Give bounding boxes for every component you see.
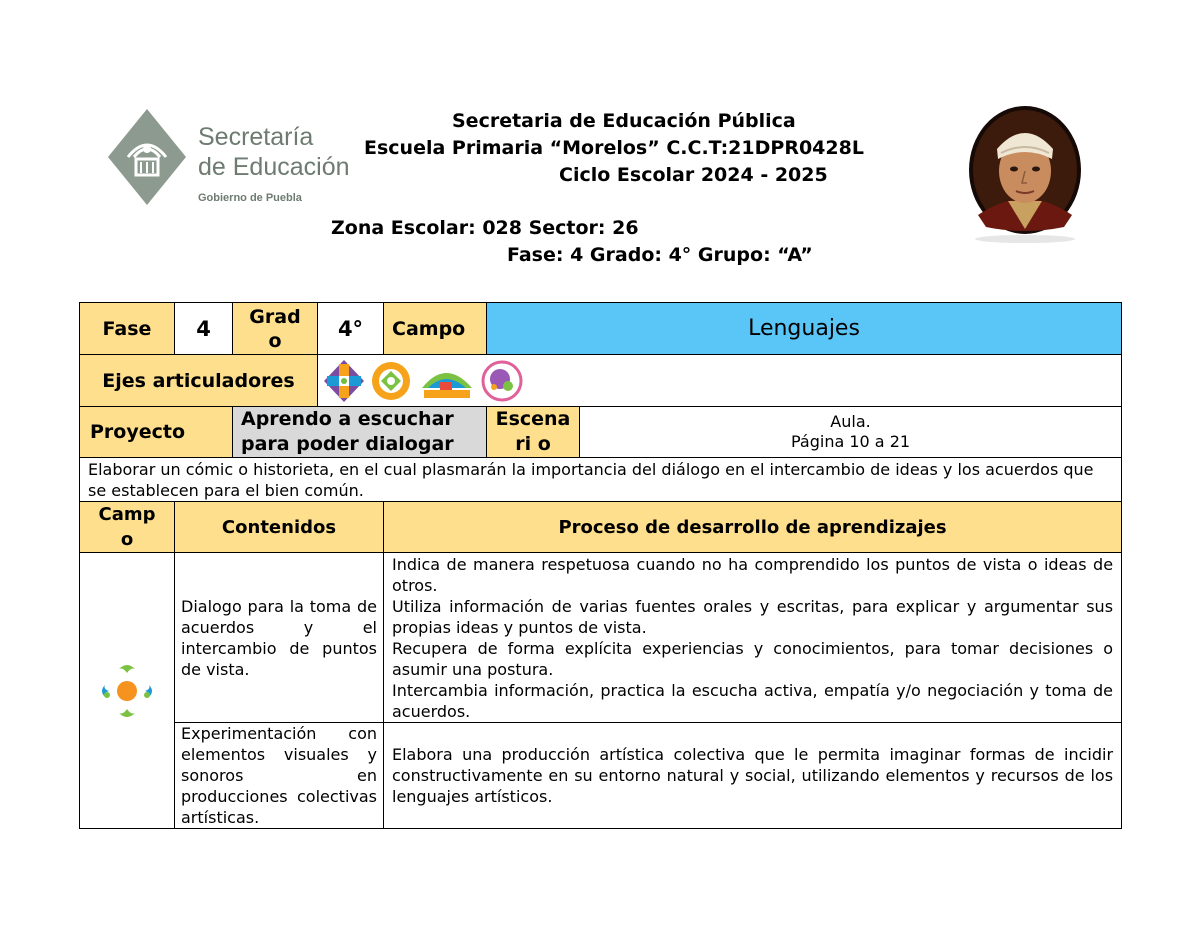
- row1-proceso: [384, 553, 1122, 723]
- col-contenidos-header: Contenidos: [175, 502, 384, 553]
- sep-emblem-icon: [106, 107, 188, 207]
- escenario-label: Escenari o: [487, 407, 580, 458]
- lenguajes-campo-icon: [97, 659, 157, 723]
- header-line2: Escuela Primaria “Morelos” C.C.T:21DPR0428L: [364, 137, 864, 159]
- header-line1: Secretaria de Educación Pública: [452, 110, 796, 132]
- logo-name-line2: de Educación: [198, 153, 350, 181]
- col-proceso-header: Proceso de desarrollo de aprendizajes: [384, 502, 1122, 553]
- artes-icon: [483, 362, 521, 400]
- proyecto-label: Proyecto: [80, 407, 233, 458]
- ejes-icons: [318, 355, 1122, 407]
- proyecto-value: Aprendo a escuchar para poder dialogar: [233, 407, 487, 458]
- pagina-range: Página 10 a 21: [790, 432, 911, 451]
- sep-logo: [106, 107, 350, 207]
- grado-label: Grad o: [233, 303, 318, 355]
- header-row: [80, 303, 1122, 355]
- content-row-2: [80, 723, 1122, 829]
- project-description: Elaborar un cómic o historieta, en el cual plasmarán la importancia del diálogo en el intercambio de ideas y los acuerdos que se establecen para el bien común.: [80, 458, 1122, 502]
- logo-name-line1: Secretaría: [198, 123, 314, 151]
- fase-value: 4: [175, 303, 233, 355]
- row2-contenido: Experimentación con elementos visuales y sonoros en producciones colectivas artísticas.: [175, 723, 384, 829]
- col-campo-header: Camp o: [80, 502, 175, 553]
- fase-label: Fase: [80, 303, 175, 355]
- escenario-cell: [580, 407, 1122, 458]
- ejes-label: Ejes articuladores: [80, 355, 318, 407]
- portrait-image: [966, 105, 1084, 245]
- row1-proceso-item: Recupera de forma explícita experiencias y conocimientos, para tomar decisiones o asumir una postura.: [392, 638, 1114, 679]
- content-row-1: [80, 553, 1122, 723]
- planning-table: [79, 302, 1122, 829]
- pensamiento-critico-icon: [372, 362, 410, 400]
- logo-subtitle: Gobierno de Puebla: [198, 192, 302, 204]
- campo-label: Campo: [384, 303, 487, 355]
- header-line4: Zona Escolar: 028 Sector: 26: [331, 217, 639, 239]
- row1-contenido: Dialogo para la toma de acuerdos y el intercambio de puntos de vista.: [175, 553, 384, 723]
- inclusion-icon: [324, 360, 364, 402]
- interculturalidad-icon: [422, 373, 472, 398]
- grado-value: 4°: [318, 303, 384, 355]
- header-line3: Ciclo Escolar 2024 - 2025: [559, 164, 828, 186]
- description-row: [80, 458, 1122, 502]
- escenario-value: Aula.: [830, 412, 871, 431]
- header-line5: Fase: 4 Grado: 4° Grupo: “A”: [507, 244, 813, 266]
- campo-icon-cell: [80, 553, 175, 829]
- ejes-articuladores-icons: [322, 358, 532, 404]
- row2-proceso: Elabora una producción artística colectiva que le permita imaginar formas de incidir constructivamente en su entorno natural y social, utilizando elementos y recursos de los lenguajes artísticos.: [384, 723, 1122, 829]
- row1-proceso-item: Indica de manera respetuosa cuando no ha comprendido los puntos de vista o ideas de otros.: [392, 554, 1114, 595]
- proyecto-row: [80, 407, 1122, 458]
- ejes-row: [80, 355, 1122, 407]
- row1-proceso-item: Intercambia información, practica la escucha activa, empatía y/o negociación y toma de acuerdos.: [392, 680, 1114, 721]
- row1-proceso-item: Utiliza información de varias fuentes orales y escritas, para explicar y argumentar sus propias ideas y puntos de vista.: [392, 596, 1114, 637]
- campo-value: Lenguajes: [487, 303, 1122, 355]
- columns-header-row: [80, 502, 1122, 553]
